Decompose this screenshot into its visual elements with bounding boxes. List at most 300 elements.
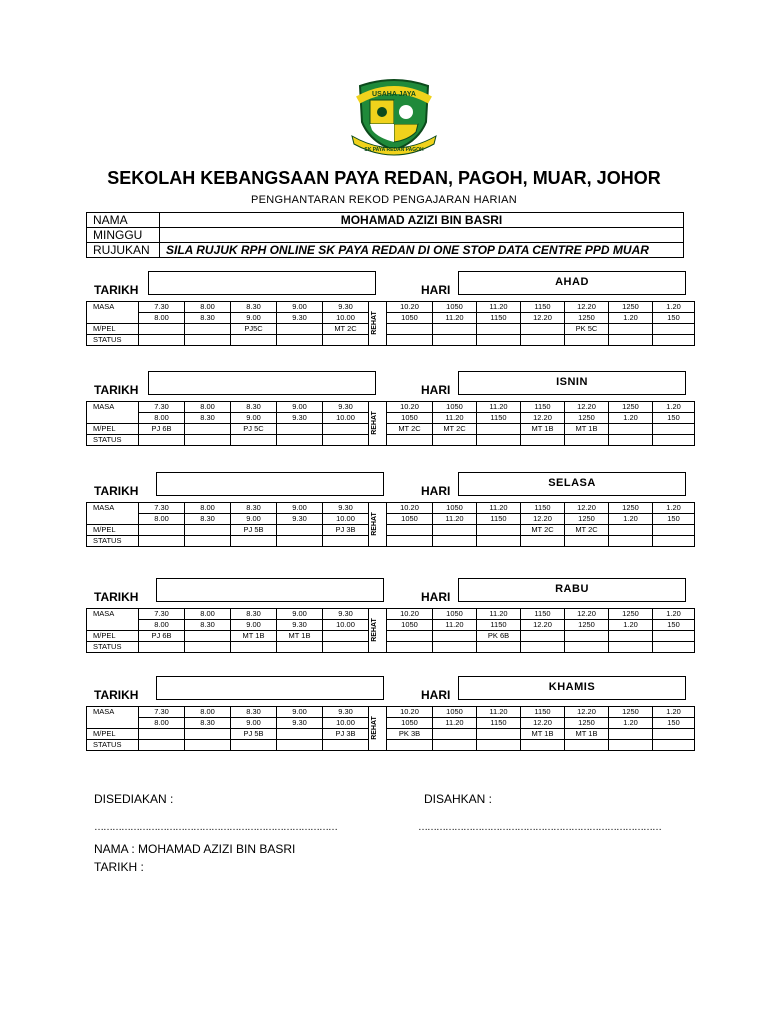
time-end-cell: 150 [653, 514, 695, 525]
status-cell[interactable] [231, 536, 277, 547]
time-end-cell: 8.30 [185, 313, 231, 324]
time-start-cell: 1250 [609, 503, 653, 514]
day-block [86, 676, 690, 766]
status-cell[interactable] [653, 536, 695, 547]
status-cell[interactable] [521, 335, 565, 346]
time-end-cell: 1050 [387, 514, 433, 525]
subject-cell[interactable] [387, 324, 433, 335]
tarikh-field[interactable] [148, 371, 376, 395]
time-end-cell: 1.20 [609, 313, 653, 324]
subject-cell[interactable] [433, 324, 477, 335]
status-cell[interactable] [277, 536, 323, 547]
masa-label: MASA [87, 402, 139, 424]
status-cell[interactable] [387, 335, 433, 346]
time-start-cell: 9.00 [277, 707, 323, 718]
subject-cell[interactable]: PJ 3B [323, 525, 369, 536]
time-end-cell: 9.00 [231, 313, 277, 324]
status-cell[interactable] [277, 335, 323, 346]
subject-cell[interactable]: PJ 6B [139, 424, 185, 435]
time-start-cell: 8.30 [231, 609, 277, 620]
time-end-cell: 1050 [387, 718, 433, 729]
time-end-cell: 10.00 [323, 718, 369, 729]
tarikh-field[interactable] [156, 676, 384, 700]
status-cell[interactable] [653, 435, 695, 446]
subject-cell[interactable] [185, 525, 231, 536]
hari-field: SELASA [458, 472, 686, 496]
status-cell[interactable] [231, 435, 277, 446]
status-cell[interactable] [433, 435, 477, 446]
time-end-cell: 9.00 [231, 620, 277, 631]
rehat-label: REHAT [370, 411, 378, 435]
time-end-cell: 1150 [477, 313, 521, 324]
time-end-cell: 1250 [565, 313, 609, 324]
subject-cell[interactable] [609, 424, 653, 435]
subject-cell[interactable]: MT 1B [231, 631, 277, 642]
subject-cell[interactable] [387, 525, 433, 536]
subject-cell[interactable] [477, 525, 521, 536]
mpel-label: M/PEL [87, 525, 139, 536]
hari-field: ISNIN [458, 371, 686, 395]
subject-cell[interactable]: MT 2C [323, 324, 369, 335]
time-start-cell: 9.30 [323, 503, 369, 514]
time-end-cell: 8.30 [185, 718, 231, 729]
time-end-cell: 150 [653, 718, 695, 729]
status-cell[interactable] [387, 435, 433, 446]
status-cell[interactable] [653, 642, 695, 653]
time-start-cell: 1250 [609, 402, 653, 413]
status-cell[interactable] [139, 642, 185, 653]
rehat-label: REHAT [370, 716, 378, 740]
status-cell[interactable] [323, 536, 369, 547]
status-cell[interactable] [609, 536, 653, 547]
time-start-cell: 10.20 [387, 503, 433, 514]
status-cell[interactable] [565, 435, 609, 446]
time-end-cell: 1250 [565, 413, 609, 424]
time-start-cell: 1.20 [653, 503, 695, 514]
nama-value: MOHAMAD AZIZI BIN BASRI [160, 213, 684, 228]
time-end-cell: 1.20 [609, 514, 653, 525]
status-cell[interactable] [323, 335, 369, 346]
time-end-cell: 9.30 [277, 313, 323, 324]
schedule-table [86, 301, 695, 346]
time-start-cell: 1150 [521, 503, 565, 514]
subject-cell[interactable] [139, 729, 185, 740]
time-start-cell: 1050 [433, 302, 477, 313]
schedule-table [86, 502, 695, 547]
teacher-info-table [86, 212, 684, 258]
time-end-cell: 8.00 [139, 514, 185, 525]
time-start-cell: 8.30 [231, 503, 277, 514]
footer-tarikh: TARIKH : [94, 860, 144, 874]
time-start-cell: 9.00 [277, 402, 323, 413]
time-end-cell: 11.20 [433, 313, 477, 324]
status-cell[interactable] [323, 740, 369, 751]
time-end-cell: 1250 [565, 718, 609, 729]
tarikh-field[interactable] [156, 578, 384, 602]
status-cell[interactable] [653, 335, 695, 346]
time-end-cell: 9.30 [277, 413, 323, 424]
status-cell[interactable] [277, 740, 323, 751]
time-start-cell: 8.00 [185, 707, 231, 718]
time-start-cell: 9.30 [323, 707, 369, 718]
status-label: STATUS [87, 536, 139, 547]
time-start-cell: 9.30 [323, 609, 369, 620]
hari-label: HARI [421, 283, 451, 297]
subject-cell[interactable] [185, 424, 231, 435]
time-end-cell: 12.20 [521, 718, 565, 729]
time-end-cell: 8.00 [139, 413, 185, 424]
time-end-cell: 12.20 [521, 514, 565, 525]
time-start-cell: 12.20 [565, 609, 609, 620]
status-cell[interactable] [277, 435, 323, 446]
time-start-cell: 1050 [433, 707, 477, 718]
subject-cell[interactable] [521, 631, 565, 642]
mpel-label: M/PEL [87, 324, 139, 335]
subject-cell[interactable]: PK 5C [565, 324, 609, 335]
time-start-cell: 7.30 [139, 609, 185, 620]
rehat-column [369, 402, 387, 446]
time-start-cell: 9.00 [277, 609, 323, 620]
logo-ribbon: SK PAYA REDAN PAGOH [364, 147, 424, 153]
subject-cell[interactable] [477, 729, 521, 740]
time-end-cell: 10.00 [323, 620, 369, 631]
time-end-cell: 8.00 [139, 313, 185, 324]
tarikh-label: TARIKH [94, 688, 139, 702]
time-end-cell: 1150 [477, 514, 521, 525]
subject-cell[interactable] [653, 424, 695, 435]
subject-cell[interactable] [609, 324, 653, 335]
form-title: PENGHANTARAN REKOD PENGAJARAN HARIAN [250, 194, 518, 206]
time-start-cell: 12.20 [565, 402, 609, 413]
time-end-cell: 10.00 [323, 514, 369, 525]
subject-cell[interactable]: MT 1B [521, 424, 565, 435]
status-cell[interactable] [477, 536, 521, 547]
status-cell[interactable] [477, 335, 521, 346]
subject-cell[interactable] [433, 525, 477, 536]
subject-cell[interactable] [185, 324, 231, 335]
time-start-cell: 8.00 [185, 609, 231, 620]
status-cell[interactable] [139, 435, 185, 446]
tarikh-field[interactable] [148, 271, 376, 295]
hari-label: HARI [421, 688, 451, 702]
rujukan-value: SILA RUJUK RPH ONLINE SK PAYA REDAN DI ONE STOP DATA CENTRE PPD MUAR [160, 243, 684, 258]
status-cell[interactable] [139, 335, 185, 346]
status-label: STATUS [87, 740, 139, 751]
status-cell[interactable] [185, 435, 231, 446]
subject-cell[interactable] [277, 324, 323, 335]
subject-cell[interactable] [139, 525, 185, 536]
masa-label: MASA [87, 707, 139, 729]
time-start-cell: 1150 [521, 402, 565, 413]
status-cell[interactable] [323, 435, 369, 446]
time-end-cell: 1.20 [609, 620, 653, 631]
time-end-cell: 11.20 [433, 514, 477, 525]
rehat-label: REHAT [370, 311, 378, 335]
status-cell[interactable] [477, 642, 521, 653]
status-cell[interactable] [433, 642, 477, 653]
status-cell[interactable] [433, 536, 477, 547]
subject-cell[interactable] [433, 729, 477, 740]
time-start-cell: 9.30 [323, 302, 369, 313]
subject-cell[interactable] [609, 525, 653, 536]
time-end-cell: 12.20 [521, 620, 565, 631]
hari-label: HARI [421, 590, 451, 604]
schedule-table [86, 706, 695, 751]
status-cell[interactable] [231, 335, 277, 346]
status-cell[interactable] [521, 536, 565, 547]
time-end-cell: 1150 [477, 413, 521, 424]
nama-label: NAMA [87, 213, 160, 228]
subject-cell[interactable]: PJ 3B [323, 729, 369, 740]
subject-cell[interactable] [277, 424, 323, 435]
subject-cell[interactable] [185, 631, 231, 642]
subject-cell[interactable]: MT 2C [521, 525, 565, 536]
hari-field: AHAD [458, 271, 686, 295]
status-cell[interactable] [653, 740, 695, 751]
hari-label: HARI [421, 383, 451, 397]
time-start-cell: 1050 [433, 503, 477, 514]
time-start-cell: 1250 [609, 609, 653, 620]
time-start-cell: 1.20 [653, 302, 695, 313]
status-cell[interactable] [231, 642, 277, 653]
hari-field: KHAMIS [458, 676, 686, 700]
time-end-cell: 12.20 [521, 313, 565, 324]
status-cell[interactable] [565, 740, 609, 751]
status-cell[interactable] [433, 740, 477, 751]
status-cell[interactable] [609, 435, 653, 446]
tarikh-label: TARIKH [94, 590, 139, 604]
time-end-cell: 1250 [565, 620, 609, 631]
time-end-cell: 11.20 [433, 413, 477, 424]
subject-cell[interactable] [477, 424, 521, 435]
subject-cell[interactable]: PK 3B [387, 729, 433, 740]
day-block [86, 271, 690, 361]
rehat-label: REHAT [370, 512, 378, 536]
time-start-cell: 7.30 [139, 503, 185, 514]
subject-cell[interactable] [565, 631, 609, 642]
subject-cell[interactable]: PJ5C [231, 324, 277, 335]
time-start-cell: 11.20 [477, 609, 521, 620]
subject-cell[interactable]: PJ 5B [231, 729, 277, 740]
status-cell[interactable] [609, 740, 653, 751]
masa-label: MASA [87, 609, 139, 631]
time-start-cell: 10.20 [387, 302, 433, 313]
schedule-table [86, 401, 695, 446]
time-end-cell: 9.00 [231, 718, 277, 729]
time-start-cell: 1150 [521, 302, 565, 313]
time-end-cell: 1050 [387, 313, 433, 324]
subject-cell[interactable] [609, 631, 653, 642]
time-end-cell: 9.30 [277, 620, 323, 631]
subject-cell[interactable]: PK 6B [477, 631, 521, 642]
time-end-cell: 9.00 [231, 413, 277, 424]
masa-label: MASA [87, 302, 139, 324]
schedule-table [86, 608, 695, 653]
status-cell[interactable] [387, 740, 433, 751]
status-cell[interactable] [185, 335, 231, 346]
status-cell[interactable] [477, 740, 521, 751]
time-start-cell: 8.30 [231, 707, 277, 718]
subject-cell[interactable] [653, 729, 695, 740]
rehat-label: REHAT [370, 618, 378, 642]
subject-cell[interactable] [387, 631, 433, 642]
tarikh-label: TARIKH [94, 283, 139, 297]
subject-cell[interactable] [185, 729, 231, 740]
time-end-cell: 8.00 [139, 620, 185, 631]
status-cell[interactable] [521, 435, 565, 446]
subject-cell[interactable]: PJ 5C [231, 424, 277, 435]
subject-cell[interactable]: MT 1B [565, 729, 609, 740]
time-start-cell: 11.20 [477, 302, 521, 313]
subject-cell[interactable]: MT 1B [277, 631, 323, 642]
time-start-cell: 8.30 [231, 402, 277, 413]
status-cell[interactable] [231, 740, 277, 751]
time-end-cell: 1050 [387, 413, 433, 424]
tarikh-field[interactable] [156, 472, 384, 496]
time-end-cell: 1250 [565, 514, 609, 525]
time-start-cell: 12.20 [565, 707, 609, 718]
time-end-cell: 150 [653, 313, 695, 324]
status-cell[interactable] [565, 335, 609, 346]
tarikh-label: TARIKH [94, 484, 139, 498]
disahkan-label: DISAHKAN : [424, 792, 493, 806]
time-end-cell: 1.20 [609, 718, 653, 729]
status-cell[interactable] [277, 642, 323, 653]
status-cell[interactable] [387, 536, 433, 547]
time-start-cell: 9.00 [277, 302, 323, 313]
subject-cell[interactable]: MT 2C [387, 424, 433, 435]
subject-cell[interactable]: MT 2C [565, 525, 609, 536]
time-start-cell: 8.00 [185, 302, 231, 313]
status-cell[interactable] [609, 642, 653, 653]
mpel-label: M/PEL [87, 424, 139, 435]
status-cell[interactable] [387, 642, 433, 653]
status-cell[interactable] [477, 435, 521, 446]
time-start-cell: 12.20 [565, 302, 609, 313]
time-end-cell: 11.20 [433, 620, 477, 631]
time-start-cell: 1.20 [653, 402, 695, 413]
time-start-cell: 11.20 [477, 707, 521, 718]
mpel-label: M/PEL [87, 729, 139, 740]
status-cell[interactable] [433, 335, 477, 346]
signature-line-prepared: ……………………………………………………………………… [94, 822, 337, 833]
rujukan-label: RUJUKAN [87, 243, 160, 258]
time-start-cell: 1.20 [653, 707, 695, 718]
time-start-cell: 7.30 [139, 302, 185, 313]
time-end-cell: 12.20 [521, 413, 565, 424]
time-start-cell: 7.30 [139, 402, 185, 413]
time-end-cell: 1150 [477, 718, 521, 729]
time-end-cell: 10.00 [323, 313, 369, 324]
subject-cell[interactable] [277, 729, 323, 740]
time-start-cell: 7.30 [139, 707, 185, 718]
time-end-cell: 9.00 [231, 514, 277, 525]
rehat-column [369, 302, 387, 346]
subject-cell[interactable]: PJ 5B [231, 525, 277, 536]
time-end-cell: 8.00 [139, 718, 185, 729]
footer-nama: NAMA : MOHAMAD AZIZI BIN BASRI [94, 842, 296, 856]
status-cell[interactable] [139, 740, 185, 751]
subject-cell[interactable] [433, 631, 477, 642]
status-cell[interactable] [565, 536, 609, 547]
time-start-cell: 1150 [521, 609, 565, 620]
status-cell[interactable] [609, 335, 653, 346]
status-cell[interactable] [565, 642, 609, 653]
time-start-cell: 8.30 [231, 302, 277, 313]
time-end-cell: 8.30 [185, 514, 231, 525]
subject-cell[interactable] [323, 631, 369, 642]
subject-cell[interactable] [609, 729, 653, 740]
masa-label: MASA [87, 503, 139, 525]
rehat-column [369, 609, 387, 653]
time-start-cell: 1.20 [653, 609, 695, 620]
status-cell[interactable] [323, 642, 369, 653]
time-start-cell: 9.00 [277, 503, 323, 514]
logo-motto: USAHA JAYA [372, 91, 416, 98]
status-label: STATUS [87, 435, 139, 446]
hari-field: RABU [458, 578, 686, 602]
time-start-cell: 8.00 [185, 503, 231, 514]
subject-cell[interactable]: MT 1B [565, 424, 609, 435]
subject-cell[interactable] [277, 525, 323, 536]
time-start-cell: 1150 [521, 707, 565, 718]
time-start-cell: 10.20 [387, 402, 433, 413]
school-crest-logo [348, 78, 440, 158]
signature-line-approved: ……………………………………………………………………… [418, 822, 661, 833]
status-cell[interactable] [521, 642, 565, 653]
day-block [86, 472, 690, 562]
day-block [86, 371, 690, 461]
subject-cell[interactable] [323, 424, 369, 435]
subject-cell[interactable] [477, 324, 521, 335]
status-label: STATUS [87, 642, 139, 653]
status-cell[interactable] [185, 740, 231, 751]
rehat-column [369, 707, 387, 751]
time-end-cell: 10.00 [323, 413, 369, 424]
time-start-cell: 1250 [609, 302, 653, 313]
disediakan-label: DISEDIAKAN : [94, 792, 174, 806]
status-cell[interactable] [521, 740, 565, 751]
subject-cell[interactable] [139, 324, 185, 335]
time-start-cell: 10.20 [387, 707, 433, 718]
school-name: SEKOLAH KEBANGSAAN PAYA REDAN, PAGOH, MUAR, JOHOR [107, 168, 661, 188]
time-start-cell: 9.30 [323, 402, 369, 413]
status-cell[interactable] [139, 536, 185, 547]
time-end-cell: 8.30 [185, 413, 231, 424]
subject-cell[interactable]: PJ 6B [139, 631, 185, 642]
time-start-cell: 11.20 [477, 503, 521, 514]
time-end-cell: 1150 [477, 620, 521, 631]
time-end-cell: 150 [653, 620, 695, 631]
time-start-cell: 1050 [433, 609, 477, 620]
subject-cell[interactable] [653, 324, 695, 335]
minggu-value[interactable] [160, 228, 684, 243]
subject-cell[interactable] [653, 631, 695, 642]
status-cell[interactable] [185, 642, 231, 653]
rehat-column [369, 503, 387, 547]
subject-cell[interactable]: MT 1B [521, 729, 565, 740]
status-cell[interactable] [185, 536, 231, 547]
time-end-cell: 11.20 [433, 718, 477, 729]
subject-cell[interactable] [653, 525, 695, 536]
time-end-cell: 9.30 [277, 718, 323, 729]
subject-cell[interactable] [521, 324, 565, 335]
time-start-cell: 8.00 [185, 402, 231, 413]
time-end-cell: 1.20 [609, 413, 653, 424]
time-end-cell: 1050 [387, 620, 433, 631]
subject-cell[interactable]: MT 2C [433, 424, 477, 435]
time-start-cell: 12.20 [565, 503, 609, 514]
